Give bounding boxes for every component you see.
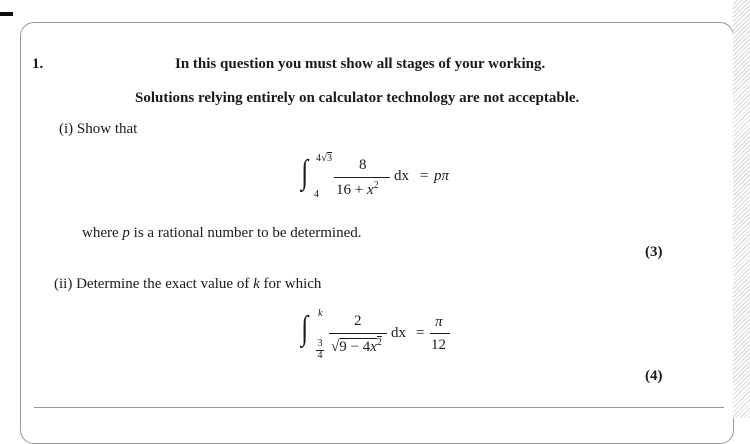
part-ii-label: (ii) — [54, 276, 73, 292]
part-i-label: (i) — [59, 121, 74, 137]
result-p-pi: pπ — [434, 168, 450, 184]
part-i-followup: where p is a rational number to be determined. — [82, 225, 362, 241]
part-ii-prompt: (ii) Determine the exact value of k for which — [54, 276, 322, 292]
lower-limit: 4 — [314, 189, 319, 200]
margin-hatching — [733, 0, 750, 418]
upper-limit: k — [318, 308, 323, 319]
part-i-prompt — [59, 122, 137, 137]
integral-sign: ∫ — [301, 154, 309, 191]
numerator: 8 — [359, 157, 367, 173]
rhs-numerator: π — [435, 314, 443, 330]
question-number: 1. — [32, 56, 44, 72]
fraction-bar — [334, 177, 390, 178]
instruction-show-working: In this question you must show all stages of your working. — [175, 56, 546, 72]
numerator: 2 — [354, 313, 362, 329]
part-ii-marks: (4) — [645, 368, 663, 384]
lower-limit: 3 4 — [317, 338, 323, 361]
rhs-denominator: 12 — [431, 337, 446, 353]
denominator: $16 + x^2$ — [336, 180, 379, 198]
page-edge-mark — [0, 12, 13, 16]
fraction-bar — [329, 333, 387, 334]
equals-sign: = — [416, 325, 425, 341]
answer-rule — [34, 407, 724, 408]
differential: dx — [394, 168, 409, 184]
rhs-fraction-bar — [430, 333, 450, 334]
denominator: $√9 - 4x^2$ — [331, 337, 382, 355]
instruction-no-calculator: Solutions relying entirely on calculator technology are not acceptable. — [135, 90, 580, 106]
part-i-marks: (3) — [645, 244, 663, 260]
differential: dx — [391, 325, 406, 341]
part-i-prompt-text: Show that — [76, 121, 138, 137]
upper-limit: 4√3 — [316, 152, 333, 164]
equals-sign: = — [420, 168, 429, 184]
integral-sign: ∫ — [301, 310, 309, 347]
